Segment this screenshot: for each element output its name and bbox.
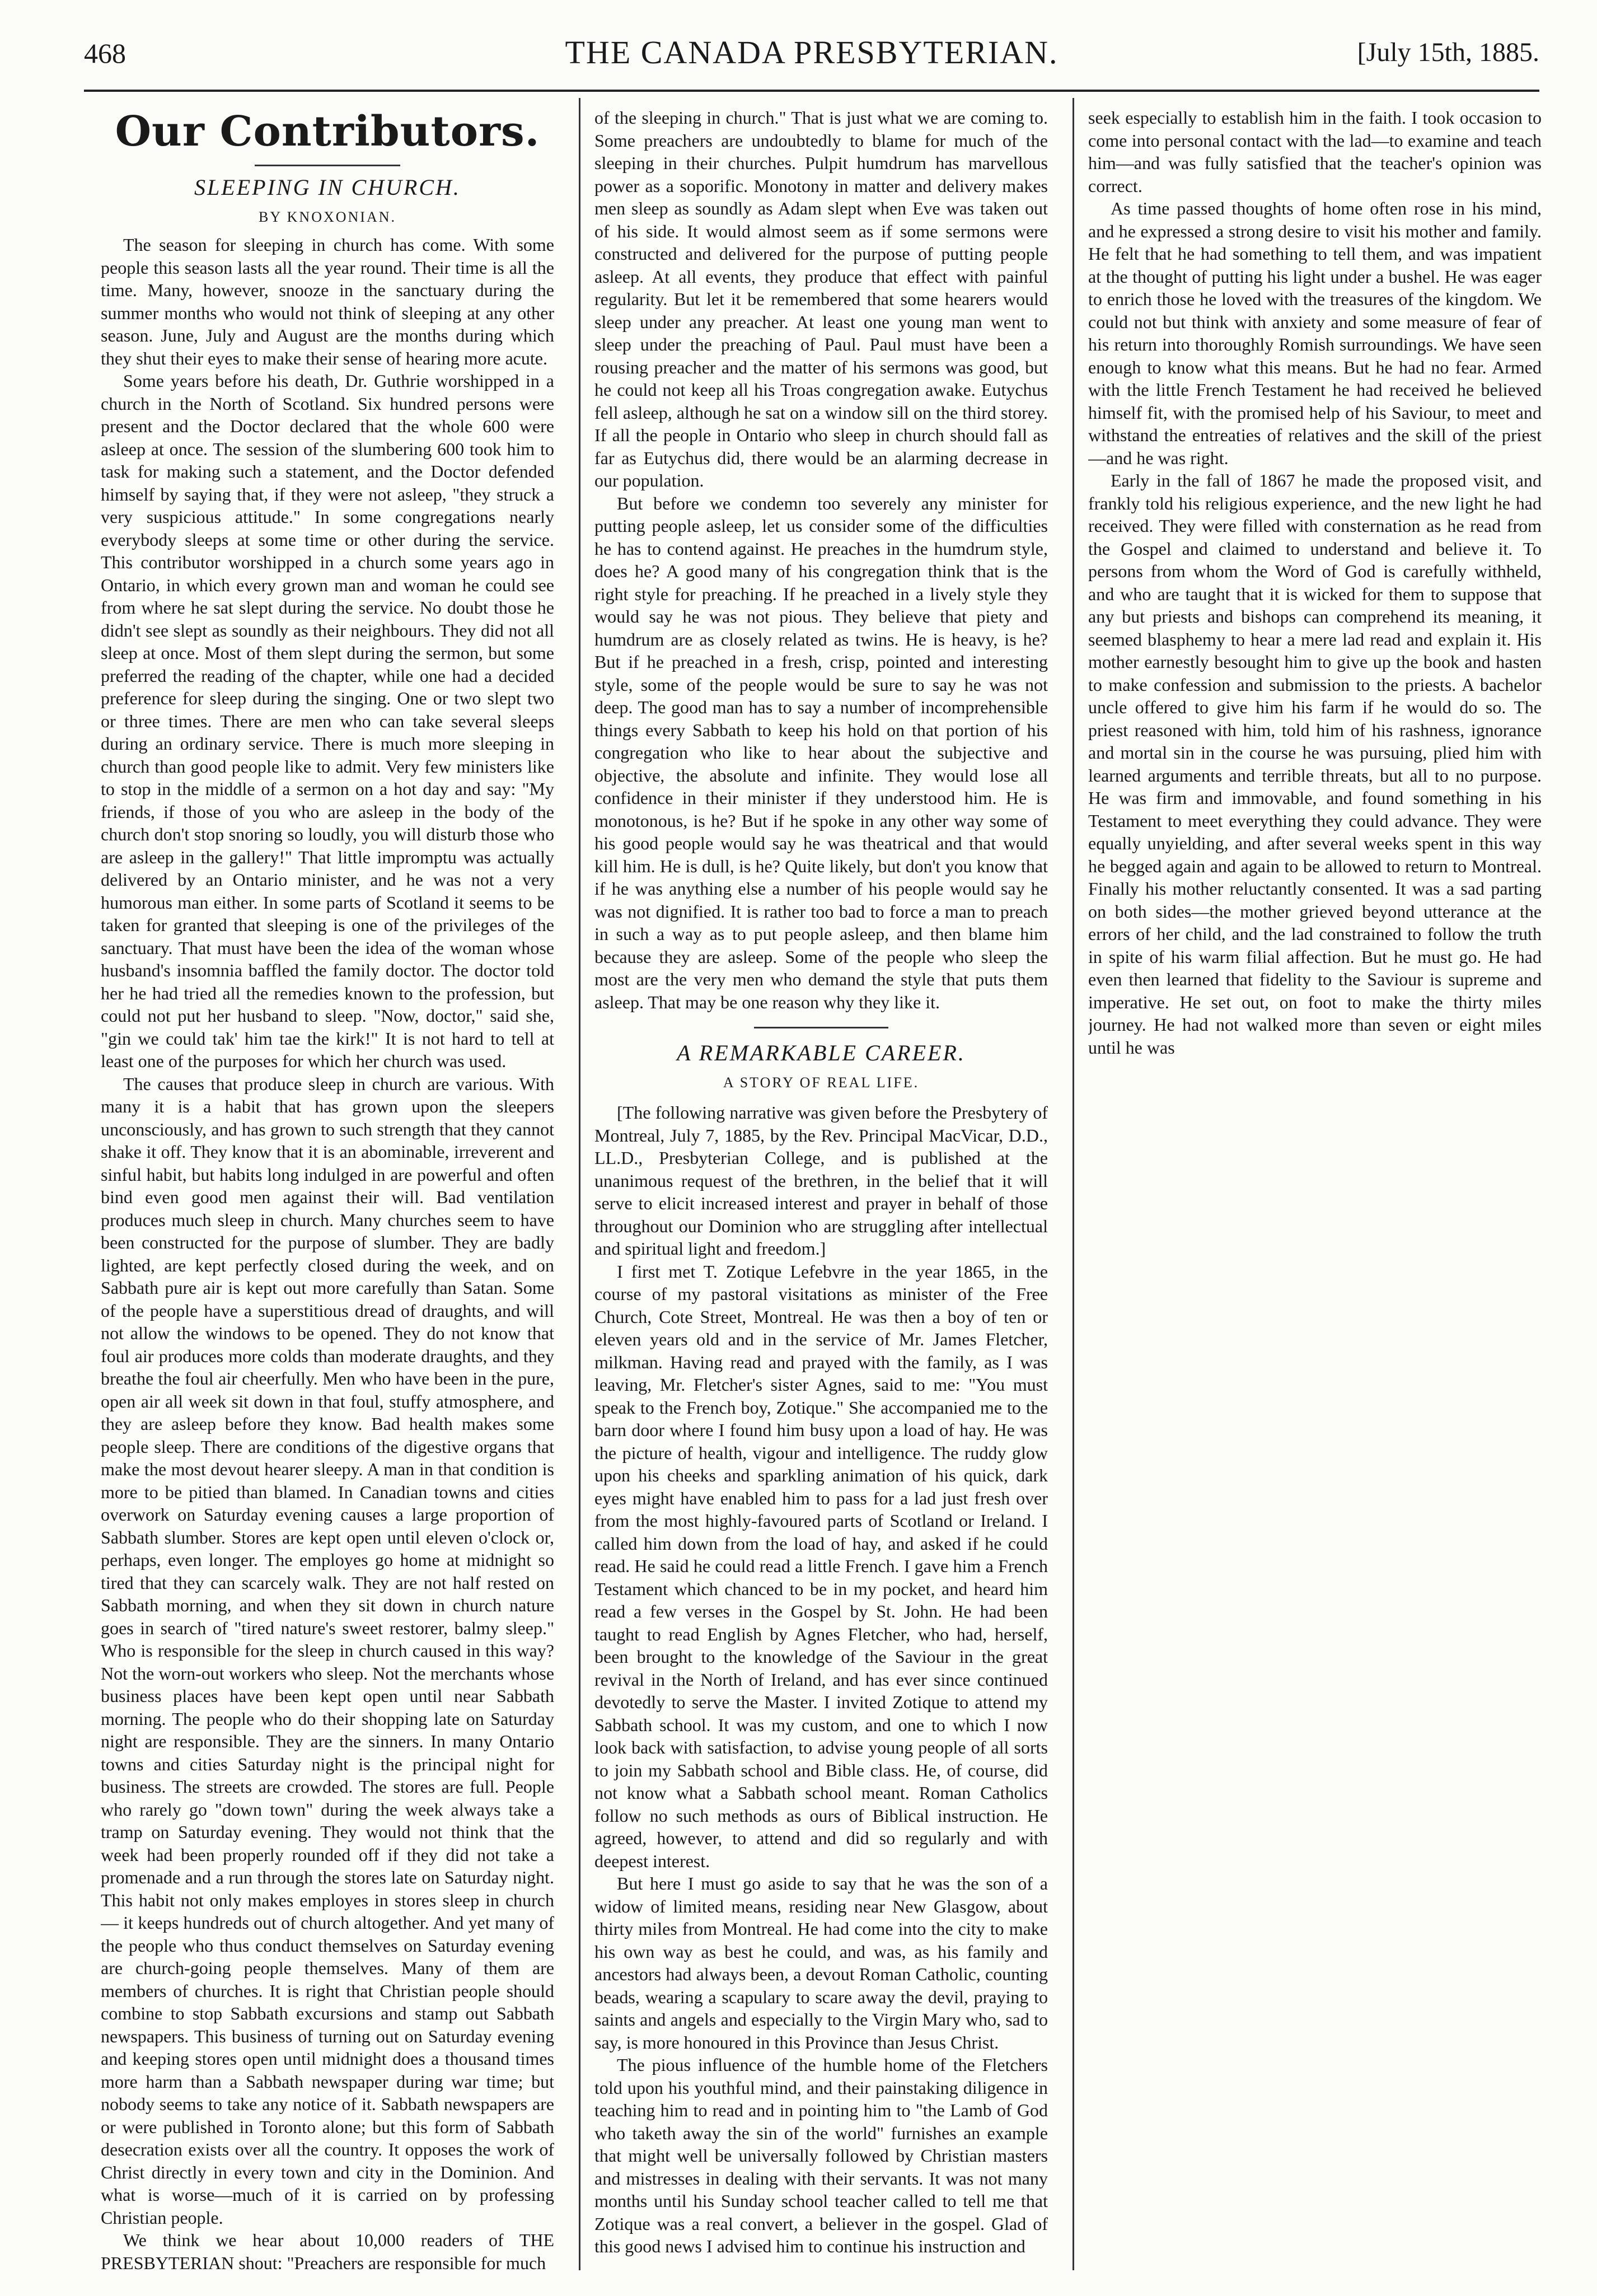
article-paragraph: But here I must go aside to say that he was the son of a widow of limited means, residing near New Glasgow, about thirty miles from Montreal. He had come into the city to make his own way as best he could, and was, as his family and ancestors had always been, a devout Roman Catholic, counting beads, wearing a scapulary to scare away the devil, praying to saints and angels and especially to the Virgin Mary who, sad to say, is more honoured in this Province than Jesus Christ. xyxy=(594,1873,1048,2052)
header-rule xyxy=(84,90,1539,92)
issue-date: [July 15th, 1885. xyxy=(1357,38,1539,67)
article-paragraph: The season for sleeping in church has come. With some people this season lasts all the year round. Their time is all the time. Many, however, snooze in the sanctuary during the summer months who would not think of sleeping at any other season. June, July and August are the months during which they shut their eyes to make their sense of hearing more acute. xyxy=(101,235,554,368)
article-byline: BY KNOXONIAN. xyxy=(258,209,397,225)
column-divider xyxy=(1073,98,1074,2270)
article-paragraph: As time passed thoughts of home often rose in his mind, and he expressed a strong desire to visit his mother and family. He felt that he had something to tell them, and was impatient at the thought of putting his light under a bushel. He was eager to enrich those he loved with the treasures of the kingdom. We could not but think with anxiety and some measure of fear of his return into thoroughly Romish surroundings. We have seen enough to know what this means. But he had no fear. Armed with the little French Testament he had received he believed himself fit, with the promised help of his Saviour, to meet and withstand the entreaties of relatives and the skill of the priest—and he was right. xyxy=(1088,198,1542,468)
article-paragraph: I first met T. Zotique Lefebvre in the year 1865, in the course of my pastoral visitations as minister of the Free Church, Cote Street, Montreal. He was then a boy of ten or eleven years old and in the service of Mr. James Fletcher, milkman. Having read and prayed with the family, as I was leaving, Mr. Fletcher's sister Agnes, said to me: "You must speak to the French boy, Zotique." She accompanied me to the barn door where I found him busy upon a load of hay. He was the picture of health, vigour and intelligence. The ruddy glow upon his cheeks and sparkling animation of his quick, dark eyes might have enabled him to pass for a lad just fresh over from the most highly-favoured parts of Scotland or Ireland. I called him down from the load of hay, and asked if he could read. He said he could read a little French. I gave him a French Testament which chanced to be in my pocket, and heard him read a few verses in the Gospel by St. John. He had been taught to read English by Agnes Fletcher, who had, herself, been brought to the knowledge of the Saviour in the great revival in the North of Ireland, and has ever since continued devotedly to serve the Master. I invited Zotique to attend my Sabbath school. It was my custom, and one to which I now look back with satisfaction, to advise young people of all sorts to join my Sabbath school and Bible class. He, of course, did not know what a Sabbath school meant. Roman Catholics follow no such methods as ours of Biblical instruction. He agreed, however, to attend and did so regularly and with deepest interest. xyxy=(594,1261,1048,1871)
column-2 xyxy=(594,106,1048,2279)
column-divider xyxy=(579,98,580,2270)
article-paragraph: But before we condemn too severely any minister for putting people asleep, let us consider some of the difficulties he has to contend against. He preaches in the humdrum style, does he? A good many of his congregation think that is the right style for preaching. If he preached in a lively style they would say he was not pious. They believe that piety and humdrum are as closely related as twins. He is heavy, is he? But if he preached in a fresh, crisp, pointed and interesting style, some of the people would be sure to say he was not deep. The good man has to say a number of incomprehensible things every Sabbath to keep his hold on that portion of his congregation who like to hear about the subjective and objective, the absolute and infinite. They would lose all confidence in their minister if they understood him. He is monotonous, is he? But if he spoke in any other way some of his good people would say he was theatrical and that would kill him. He is dull, is he? Quite likely, but don't you know that if he was anything else a number of his people would say he was not dignified. It is rather too bad to force a man to preach in such a way as to put people asleep, and then blame him because they are asleep. Some of the people who sleep the most are the very men who demand the style that puts them asleep. That may be one reason why they like it. xyxy=(594,493,1048,1012)
section-rule xyxy=(255,165,400,166)
section-title: Our Contributors. xyxy=(115,107,540,156)
column-3 xyxy=(1088,106,1542,2279)
article-intro: [The following narrative was given before the Presbytery of Montreal, July 7, 1885, by the Rev. Principal MacVicar, D.D., LL.D., Presbyterian College, and is published at the unanimous request of the brethren, in the belief that it will serve to elicit increased interest and prayer in behalf of those throughout our Dominion who are struggling after intellectual and spiritual light and freedom.] xyxy=(594,1102,1048,1259)
masthead: THE CANADA PRESBYTERIAN. xyxy=(565,34,1059,71)
page-header xyxy=(84,34,1539,78)
article-title: SLEEPING IN CHURCH. xyxy=(194,175,461,200)
article-paragraph: The pious influence of the humble home of the Fletchers told upon his youthful mind, and their painstaking diligence in teaching him to read and in pointing him to "the Lamb of God who taketh away the sin of the world" furnishes an example that might well be universally followed by Christian masters and mistresses in dealing with their servants. It was not many months until his Sunday school teacher called to tell me that Zotique was a real convert, a believer in the gospel. Glad of this good news I advised him to continue his instruction and xyxy=(594,2055,1048,2256)
article-paragraph: The causes that produce sleep in church are various. With many it is a habit that has grown upon the sleepers unconsciously, and has grown to such strength that they cannot shake it off. They know that it is an abominable, irreverent and sinful habit, but habits long indulged in are powerful and often bind even good men against their will. Bad ventilation produces much sleep in church. Many churches seem to have been constructed for the purpose of slumber. They are badly lighted, are kept perfectly closed during the week, and on Sabbath pure air is kept out more carefully than Satan. Some of the people have a superstitious dread of draughts, and will not allow the windows to be opened. They do not know that foul air produces more colds than moderate draughts, and they breathe the foul air cheerfully. Men who have been in the pure, open air all week sit down in that foul, stuffy atmosphere, and they are asleep before they know. Bad health makes some people sleep. There are conditions of the digestive organs that make the most devout hearer sleepy. A man in that condition is more to be pitied than blamed. In Canadian towns and cities overwork on Saturday evening causes a large proportion of Sabbath slumber. Stores are kept open until eleven o'clock or, perhaps, even longer. The employes go home at midnight so tired that they can scarcely walk. They are not half rested on Sabbath morning, and when they sit down in church nature goes in search of "tired nature's sweet restorer, balmy sleep." Who is responsible for the sleep in church caused in this way? Not the worn-out workers who sleep. Not the merchants whose business places have been kept open until near Sabbath morning. The people who do their shopping late on Saturday night are responsible. They are the sinners. In many Ontario towns and cities Saturday night is the principal night for business. The streets are crowded. The stores are full. People who rarely go "down town" during the week always take a tramp on Saturday evening. They would not think that the week had been properly rounded off if they did not take a promenade and a run through the stores late on Saturday night. This habit not only makes employes in stores sleep in church — it keeps hundreds out of church altogether. And yet many of the people who thus conduct themselves on Saturday evening are church-going people themselves. Many of them are members of churches. It is right that Christian people should combine to stop Sabbath excursions and stamp out Sabbath newspapers. This business of turning out on Saturday evening and keeping stores open until midnight does a thousand times more harm than a Sabbath newspaper during war time; but nobody seems to take any notice of it. Sabbath newspapers are or were published in Toronto alone; but this form of Sabbath desecration exists over all the country. It opposes the work of Christ directly in every town and city in the Dominion. And what is worse—much of it is carried on by professing Christian people. xyxy=(101,1073,554,2228)
article-title: A REMARKABLE CAREER. xyxy=(677,1040,966,1065)
article-paragraph-continued: of the sleeping in church." That is just what we are coming to. Some preachers are undoubtedly to blame for much of the sleeping in their churches. Pulpit humdrum has marvellous power as a soporific. Monotony in matter and delivery makes men sleep as soundly as Adam slept when Eve was taken out of his side. It would almost seem as if some sermons were constructed and delivered for the purpose of putting people asleep. At all events, they produce that effect with painful regularity. But let it be remembered that some hearers would sleep under any preacher. At least one young man went to sleep under the preaching of Paul. Paul must have been a rousing preacher and the matter of his sermons was good, but he could not keep all his Troas congregation awake. Eutychus fell asleep, although he sat on a window sill on the third storey. If all the people in Ontario who sleep in church should fall as far as Eutychus did, there would be an alarming decrease in our population. xyxy=(594,107,1048,490)
article-paragraph-continued: seek especially to establish him in the faith. I took occasion to come into personal contact with the lad—to examine and teach him—and was fully satisfied that the teacher's opinion was correct. xyxy=(1088,107,1542,196)
article-paragraph: Some years before his death, Dr. Guthrie worshipped in a church in the North of Scotland. Six hundred persons were present and the Doctor declared that the whole 600 were asleep at once. The session of the slumbering 600 took him to task for making such a statement, and the Doctor defended himself by saying that, if they were not asleep, "they struck a very suspicious attitude." In some congregations nearly everybody sleeps at some time or other during the service. This contributor worshipped in a church some years ago in Ontario, in which every grown man and woman he could see from where he sat slept during the service. No doubt those he didn't see slept as soundly as their neighbours. They did not all sleep at once. Most of them slept during the sermon, but some preferred the reading of the chapter, while one had a decided preference for sleep during the singing. One or two slept two or three times. There are men who can take several sleeps during an ordinary service. There is much more sleeping in church than good people like to admit. Very few ministers like to stop in the middle of a sermon on a hot day and say: "My friends, if those of you who are asleep in the body of the church don't stop snoring so loudly, you will disturb those who are asleep in the gallery!" That little impromptu was actually delivered by an Ontario minister, and he was not a very humorous man either. In some parts of Scotland it seems to be taken for granted that sleeping is one of the privileges of the sanctuary. That must have been the idea of the woman whose husband's insomnia baffled the family doctor. The doctor told her he had tried all the remedies known to the profession, but could not put her husband to sleep. "Now, doctor," said she, "gin we could tak' him tae the kirk!" It is not hard to tell at least one of the purposes for which her church was used. xyxy=(101,371,554,1071)
article-separator xyxy=(754,1027,888,1028)
article-paragraph: Early in the fall of 1867 he made the proposed visit, and frankly told his religious experience, and the new light he had received. They were filled with consternation as he read from the Gospel and claimed to understand and believe it. To persons from whom the Word of God is carefully withheld, and who are taught that it is wicked for them to suppose that any but priests and bishops can comprehend its meaning, it seemed blasphemy to hear a mere lad read and explain it. His mother earnestly besought him to give up the book and hasten to make confession and submission to the priests. A bachelor uncle offered to give him his farm if he would do so. The priest reasoned with him, told him of his rashness, ignorance and mortal sin in the course he was pursuing, plied him with learned arguments and terrible threats, but all to no purpose. He was firm and immovable, and found something in his Testament to meet everything they could advance. They were equally unyielding, and after several weeks spent in this way he begged again and again to be allowed to return to Montreal. Finally his mother reluctantly consented. It was a sad parting on both sides—the mother grieved beyond utterance at the errors of her child, and the lad constrained to follow the truth in spite of his warm filial affection. But he must go. He had even then learned that fidelity to the Saviour is supreme and imperative. He set out, on foot to make the thirty miles journey. He had not walked more than seven or eight miles until he was xyxy=(1088,470,1542,1058)
page-number: 468 xyxy=(84,38,126,69)
column-1 xyxy=(101,106,554,2279)
article-paragraph: We think we hear about 10,000 readers of THE PRESBYTERIAN shout: "Preachers are responsible for much xyxy=(101,2230,554,2273)
article-subtitle: A STORY OF REAL LIFE. xyxy=(723,1074,920,1091)
